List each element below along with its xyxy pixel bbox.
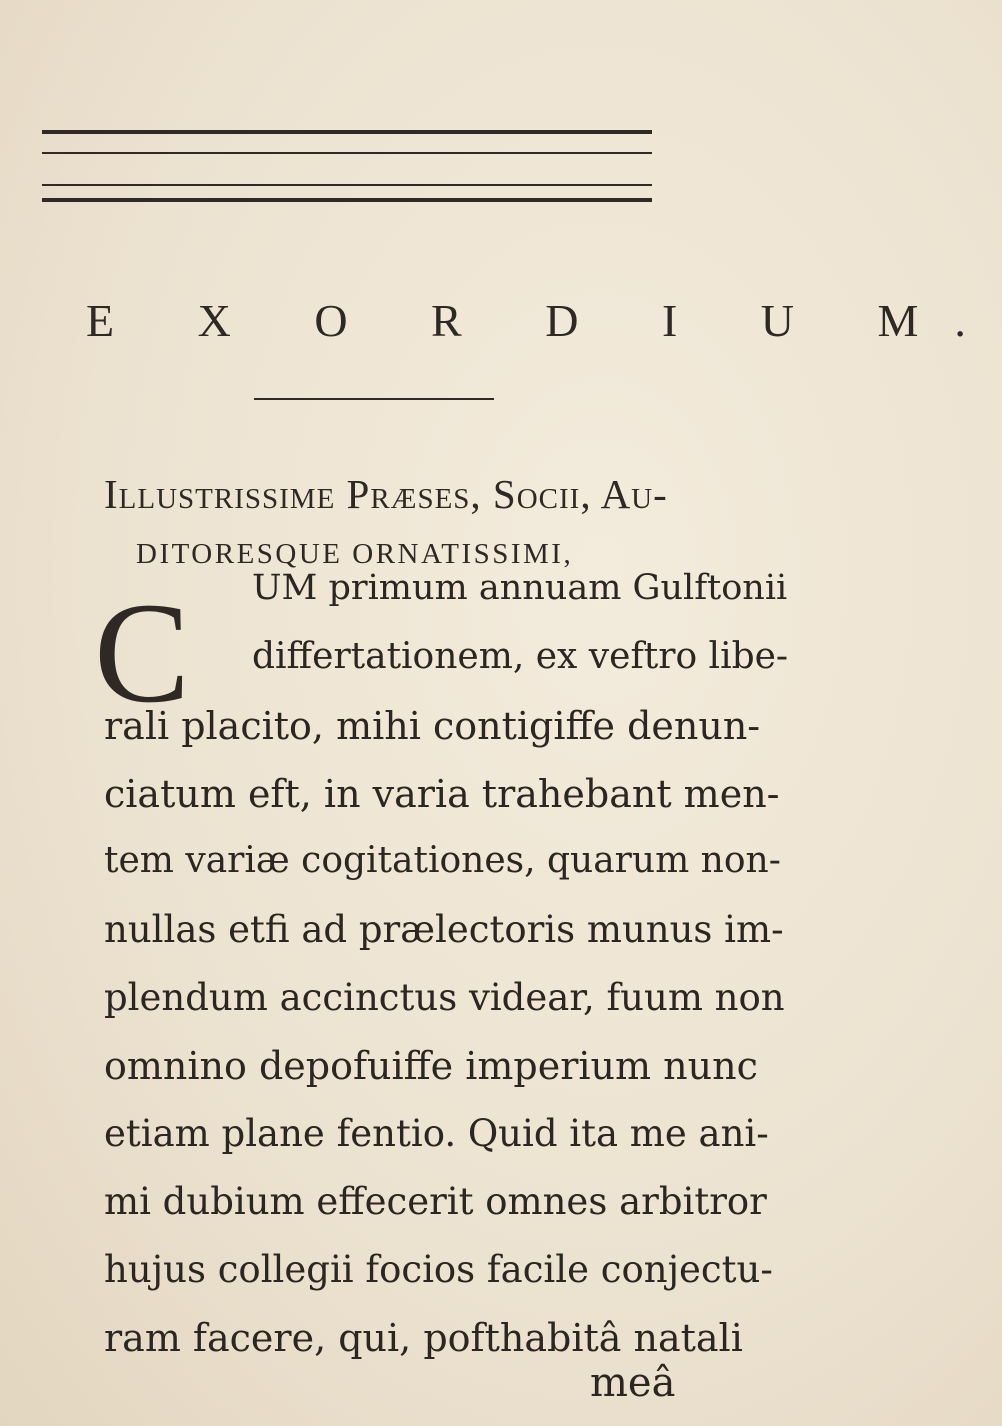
text-line-7: plendum accinctus videar, fuum non <box>104 976 785 1019</box>
text-line-2: differtationem, ex veftro libe- <box>252 636 789 677</box>
text-line-9: etiam plane fentio. Quid ita me ani- <box>104 1112 769 1155</box>
text-line-11: hujus collegii focios facile conjectu- <box>104 1248 773 1291</box>
heading-divider <box>254 398 494 400</box>
address-line-2: DITORESQUE ORNATISSIMI, <box>136 538 574 570</box>
header-rule-thin-bottom <box>42 184 652 186</box>
text-line-4: ciatum eft, in varia trahebant men- <box>104 772 780 816</box>
address-line-1: Illustrissime Præses, Socii, Au- <box>104 471 668 517</box>
catchword: meâ <box>590 1360 676 1406</box>
text-line-1: UM primum annuam Gulftonii <box>252 568 788 608</box>
text-line-8: omnino depofuiffe imperium nunc <box>104 1044 758 1088</box>
text-line-12: ram facere, qui, pofthabitâ natali <box>104 1316 743 1360</box>
header-rule-thin-top <box>42 152 652 154</box>
header-rule-thick-top <box>42 130 652 134</box>
drop-capital: C <box>94 574 191 733</box>
text-line-10: mi dubium effecerit omnes arbitror <box>104 1180 767 1223</box>
text-line-3: rali placito, mihi contigiffe denun- <box>104 704 761 748</box>
text-line-5: tem variæ cogitationes, quarum non- <box>104 840 781 881</box>
chapter-heading: E X O R D I U M. <box>86 295 1002 346</box>
header-rule-thick-bottom <box>42 198 652 202</box>
text-line-6: nullas etfi ad prælectoris munus im- <box>104 908 784 951</box>
